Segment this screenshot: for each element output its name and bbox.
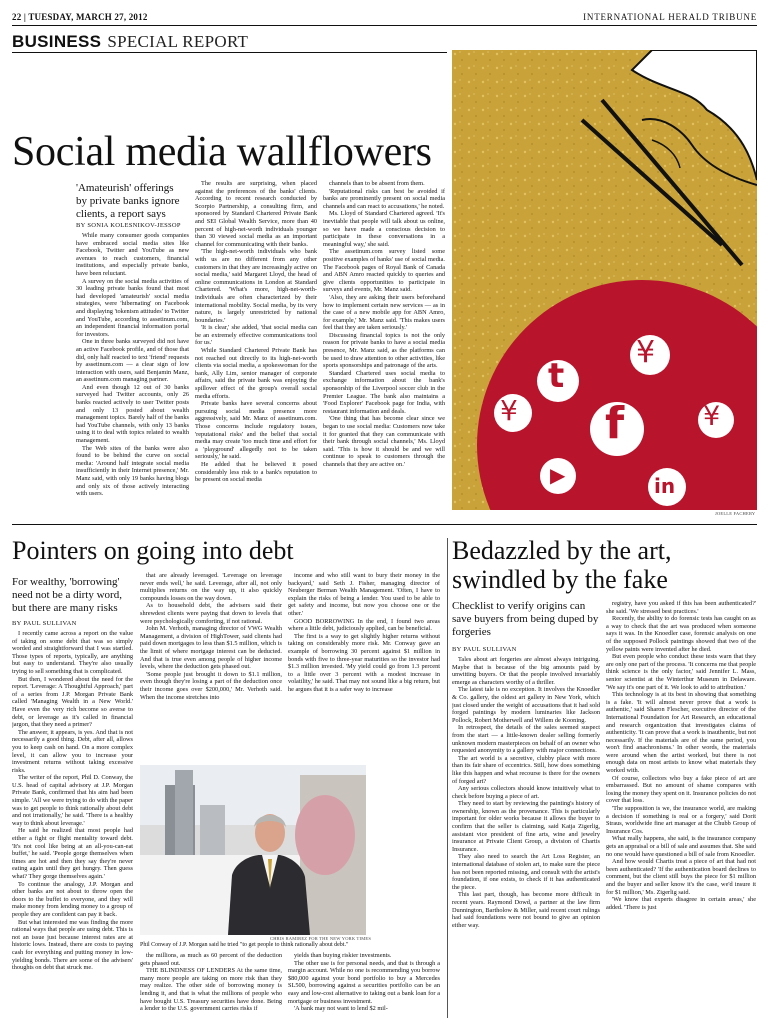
body-paragraph: 'The supposition is we, the insurance world, are making a decision if something is real or a forgery,' said Dorit Straus, worldwide fine art manager at the Chubb Group of Insurance Cos. [606, 805, 756, 835]
illustration [452, 50, 757, 510]
body-paragraph: 'It is clear,' she added, 'that social media can be an extremely effective communications tool for us.' [195, 324, 317, 347]
body-paragraph: The writer of the report, Phil D. Conway, the U.S. head of capital advisory at J.P. Morgan Private Bank, confirmed that his aim had been simple. 'All we were trying to do with the paper was to get people to think rationally about debt and not irrationally,' he said. 'There is a healthy way to think about leverage.' [12, 774, 133, 827]
masthead: INTERNATIONAL HERALD TRIBUNE [583, 12, 757, 22]
body-paragraph: Of course, collectors who buy a fake piece of art are embarrassed. But no amount of shame compares with losing the money they spent on it. Insurance policies do not cover that loss. [606, 774, 756, 805]
story2-byline: BY PAUL SULLIVAN [12, 620, 77, 627]
story1-deck: 'Amateurish' offerings by private banks ignore clients, a report says [76, 182, 180, 220]
body-paragraph: He added that he believed it posed considerably less risk to a bank's reputation to be present on social media [195, 460, 317, 484]
body-paragraph: 'One thing that has become clear since we began to use social media: Customers now take it for granted that they can communicate with their bank through social channels,' Ms. Lloyd said. 'This is how it should be and we will continue to speak to customers through the channels that they are active on.' [323, 415, 445, 468]
story2-col2 [140, 572, 282, 760]
body-paragraph: 'We know that experts disagree in certain areas,' she added. 'There is just [606, 896, 756, 911]
story2-col1 [12, 630, 133, 1022]
body-paragraph: Any serious collectors should know intuitively what to check before buying a piece of art. [452, 785, 600, 800]
section-name: BUSINESS [12, 32, 102, 51]
story2-headline: Pointers on going into debt [12, 536, 294, 565]
body-paragraph: This technology is at its best in showing that something is a fake. 'It will almost never prove that a work is authentic,' said Sharon Flescher, executive director of the International Foundation for Art Research, an educational and research organization that investigates claims of authenticity. 'It can prove that a work is inauthentic, but not necessarily. If the materials are of the same period, you won't find anachronisms.' In other words, the materials were around when the artist worked, but there is not enough data on most artists to know what materials they worked with. [606, 691, 756, 775]
body-paragraph: registry, have you asked if this has been authenticated?' she said. 'We stressed best practices.' [606, 600, 756, 615]
body-paragraph: 'Reputational risks can best be avoided if banks are prominently present on social media channels and can react to accusations,' he noted. [323, 187, 445, 210]
body-paragraph: He said he realized that most people had either a fight or flight mentality toward debt. 'It's not cool like being at an all-you-can-eat buffet,' he said. 'People gorge themselves when times are hot and then they say they're never eating again until they get hungry. Then guess what? They gorge themselves again.' [12, 827, 133, 880]
body-paragraph: The latest tale is no exception. It involves the Knoedler & Co. gallery, the oldest art gallery in New York, which just closed under the weight of accusations that it had sold forged paintings by modern luminaries like Jackson Pollock, Robert Motherwell and Willem de Kooning. [452, 686, 600, 724]
body-paragraph: What really happens, she said, is the insurance company gets an appraisal or a bill of sale and assumes that. She said no one would have questioned a bill of sale from Knoedler. [606, 835, 756, 858]
body-paragraph: yields than buying riskier investments. [294, 952, 392, 959]
body-paragraph: The results are surprising, when placed against the preferences of the banks' clients. According to recent research conducted by Scorpio Partnership, a consulting firm, and sponsored by Standard Chartered Private Bank and SEI Global Wealth Service, more than 40 percent of high-net-worth individuals younger than 30 viewed social media as an important channel for communicating with their banks. [195, 180, 317, 248]
body-paragraph: John M. Verhoth, managing director of VWG Wealth Management, a division of HighTower, said clients had paid down mortgages to less than $1.5 million, which is the limit of where mortgage interest can be deducted. And that is true even among people of higher income levels, where the deduction gets phased out. [140, 625, 282, 671]
body-paragraph: They need to start by reviewing the painting's history of ownership, known as the provenance. This is particularly important for older works because it allows the buyer to confirm that the seller is claiming, said Katja Zigerlig, assistant vice president of fine arts, wine and jewelry insurance at Private Client Group, a division of Chartis Insurance. [452, 800, 600, 853]
body-paragraph: But then, I wondered about the need for the report. 'Leverage: A Thoughtful Approach,' part of a series from J.P. Morgan Private Bank called 'Managing Wealth in a New World.' Have even the very rich become so averse to debt, or leverage as it's called in financial jargon, that they need a primer? [12, 675, 133, 729]
yen-icon: ¥ [500, 394, 518, 427]
body-paragraph: A survey on the social media activities of 30 leading private banks found that most had developed 'amateurish' social media strategies, were 'hibernating' on Facebook and displaying 'tokenism attitudes' to Twitter and YouTube, according to assetinum.com, an independent financial information portal for investors. [76, 277, 189, 338]
story2-col2b [140, 952, 282, 1022]
body-paragraph: While many consumer goods companies have embraced social media sites like Facebook, Twitter and YouTube as new avenues to reach customers, financial institutions, and especially private banks, have been reluctant. [76, 232, 189, 277]
body-paragraph: The art world is a secretive, clubby place with more than its fair share of eccentrics. Still, how does something like this happen and what recourse is there for the owners of forged art? [452, 754, 600, 785]
body-paragraph: THE BLINDNESS OF LENDERS At the same time, many more people are taking on more risk than they may realize. The other side of borrowing money is lending it, and that is what the millions of people who have bought U.S. Treasury securities have done. Being a lender to the U.S. government carries risks if [140, 967, 282, 1013]
body-paragraph: As to household debt, the advisers said their shrewdest clients were paying that down to levels that were psychologically comforting, if not rational. [140, 602, 282, 625]
body-paragraph: Standard Chartered uses social media to exchange information about the bank's sponsorship of the Liverpool soccer club in the Premier League. The bank also maintains a 'Food Explorer' Facebook page for India, with restaurant information and deals. [323, 369, 445, 415]
body-paragraph: Tales about art forgeries are almost always intriguing. Maybe that is because of the big amounts paid by unwitting buyers. Or that the people involved invariably emerge as characters worthy of a thriller. [452, 656, 600, 686]
body-paragraph: Ms. Lloyd of Standard Chartered agreed. 'It's inevitable that people will talk about us online, so we have made a conscious decision to participate in these conversations in a meaningful way,' she said. [323, 210, 445, 248]
story1-byline: BY SONIA KOLESNIKOV-JESSOP [76, 222, 181, 229]
story3-deck: Checklist to verify origins can save buyers from being duped by forgeries [452, 600, 599, 638]
yen-icon: ¥ [703, 401, 721, 432]
body-paragraph: The answer, it appears, is yes. And that is not necessarily a good thing. Debt, after all, allows you to keep cash on hand. On a more complex level, it can allow you to increase your investment returns without taking excessive risks. [12, 728, 133, 774]
story1-col1 [76, 232, 189, 516]
section-rule [12, 52, 447, 53]
body-paragraph: Discussing financial topics is not the only reason for private banks to have a social media presence, Mr. Manz said, as the platforms can be used to draw attention to other activities, like sports sponsorships and patronage of the arts. [323, 331, 445, 370]
body-paragraph: But what interested me was finding the more rational ways that people are using debt. This is not an issue just because interest rates are at historic lows. Instead, there are costs to paying cash for everything and putting money in low-yielding bonds. There are some of the advisers' thoughts on debt that struck me. [12, 918, 133, 972]
body-paragraph: channels than to be absent from them. [329, 180, 425, 187]
body-paragraph: To continue the analogy, J.P. Morgan and other banks are not about to throw open the doors to the buffet to everyone, and they will make money from lending money to a group of people they are confident can pay it back. [12, 880, 133, 918]
body-paragraph: In retrospect, the details of the sales seemed suspect from the start — a little-known dealer selling formerly unknown modern masterpieces on behalf of an owner who requested anonymity to a gallery with major connections. [452, 724, 600, 755]
yen-icon: ¥ [636, 335, 656, 370]
story1-col2 [195, 180, 317, 516]
body-paragraph: But even people who conduct these tests warn that they are only one part of the process. 'It concerns me that people think science is the only factor,' said Jennifer L. Mass, senior scientist at the Winterthur Museum in Delaware. 'We say it's one part of it. We look to add to attribution.' [606, 653, 756, 691]
body-paragraph: Recently, the ability to do forensic tests has caught on as a way to check that the art was produced when someone says it was. In the Knoedler case, forensic analysis on one of the supposed Pollock paintings showed that two of the yellow paints were invented after he died. [606, 615, 756, 653]
page-header [12, 12, 757, 24]
body-paragraph: The Web sites of the banks were also found to be behind the curve on social media: 'Around half integrate social media insufficiently in their Internet presence,' Mr. Manz said, with only 19 banks having blogs and only six of those actively interacting with users. [76, 444, 189, 498]
body-paragraph: One in three banks surveyed did not have an active Facebook profile, and of those that did, only half reacted to text 'friend' requests by assetinum.com — a clear sign of low interaction with users, said Benjamin Manz, an assetinum.com managing partner. [76, 338, 189, 384]
body-paragraph: GOOD BORROWING In the end, I found two areas where a little debt, judiciously applied, can be beneficial. [288, 617, 440, 633]
body-paragraph: Private banks have several concerns about pursuing social media presence more aggressively, said Mr. Manz of assetinum.com. Those concerns include regulatory issues, 'reputational risks' and the belief that social media may create 'too much time and effort for a 'playground' allegedly not to be taken seriously,' he said. [195, 400, 317, 461]
illustration-credit: JOELLE FACHERY [715, 511, 756, 516]
twitter-icon: t [548, 356, 565, 396]
linkedin-icon: in [654, 474, 676, 498]
body-paragraph: that are already leveraged. 'Leverage on leverage never ends well,' he said. Leverage, after all, not only multiplies returns on the way up, it also quickly compounds losses on the way down. [140, 572, 282, 602]
body-paragraph: While Standard Chartered Private Bank has not reached out directly to its high-net-worth clients via social media, a spokeswoman for the bank, Ally Lim, senior manager of corporate affairs, said the private bank was enjoying the spillover effect of the group's overall social media efforts. [195, 347, 317, 400]
photo-caption: Phil Conway of J.P. Morgan said he tried "to get people to think rationally about debt." [140, 942, 349, 948]
photo-art [140, 765, 366, 935]
body-paragraph: And how would Chartis treat a piece of art that had not been authenticated? 'If the authentication board declines to comment, but the client still buys the piece for $1 million and the buyer and seller know it's the case, we'd insure it for $1 million,' Ms. Zigerlig said. [606, 858, 756, 896]
body-paragraph: income and who still want to bury their money in the backyard,' said Seth J. Fisher, managing director of Neuberger Berman Wealth Management. 'Often, I have to explain the risks of being a lender. You used to be able to get safety and income, but now you choose one or the other.' [288, 572, 440, 617]
photo-credit: CHRIS RAMIREZ FOR THE NEW YORK TIMES [270, 936, 372, 941]
body-paragraph: 'Some people just brought it down to $1.1 million, even though they're losing a part of the deduction once their income goes over $200,000,' Mr. Verhoth said. When the income stretches into [140, 670, 282, 701]
body-paragraph: They also need to search the Art Loss Register, an international database of stolen art, to make sure the piece has not been reported missing, and consult with the artist's foundation, if one exists, to check if it has authenticated the piece. [452, 853, 600, 891]
section-sub: SPECIAL REPORT [107, 32, 249, 51]
body-paragraph: I recently came across a report on the value of taking on some debt that was so simply worded and straightforward that I was startled. Those types of reports, typically, are anything but easy to understand. They're also usually trying to sell something that is complicated. [12, 630, 133, 675]
story1-headline: Social media wallflowers [12, 129, 432, 175]
story3-col2 [606, 600, 756, 1022]
story3-byline: BY PAUL SULLIVAN [452, 646, 517, 653]
story-divider [12, 524, 757, 525]
body-paragraph: 'Also, they are asking their users beforehand how to implement certain new services — as in the case of a new mobile app for ABN Amro, for example,' Mr. Manz said. 'This makes users feel that they are taken seriously.' [323, 293, 445, 332]
column-divider [447, 538, 448, 1018]
story3-headline: Bedazzled by the art, swindled by the fake [452, 536, 672, 594]
section-label [12, 31, 248, 53]
body-paragraph: the millions, as much as 60 percent of the deduction gets phased out. [140, 952, 282, 967]
body-paragraph: The other use is for personal needs, and that is through a margin account. While no one is recommending you borrow $80,000 against your bond portfolio to buy a Mercedes SL500, borrowing against a securities portfolio can be an easy and low-cost alternative to taking out a bank loan for a mortgage or business investment. [288, 959, 440, 1005]
story3-col1 [452, 656, 600, 1022]
body-paragraph: 'A bank may not want to lend $2 mil- [294, 1005, 388, 1013]
body-paragraph: The first is a way to get slightly higher returns without taking on considerably more risk. Mr. Conway gave an example of borrowing 30 percent against $1 million in bonds with five to three-year maturities so the investor had $1.3 million invested. 'My yield could go from 1.3 percent to a little over 3 percent with a modest increase in volatility,' he said. That may not sound like a big return, but he argues that it is a safer way to increase [288, 632, 440, 693]
story2-deck: For wealthy, 'borrowing' need not be a dirty word, but there are many risks [12, 576, 122, 614]
photo-phil-conway [140, 765, 366, 935]
facebook-icon: f [605, 398, 625, 449]
story1-col3 [323, 180, 445, 516]
page-date: 22 | TUESDAY, MARCH 27, 2012 [12, 12, 148, 22]
body-paragraph: And even though 12 out of 30 banks surveyed had Twitter accounts, only 26 banks reacted actively to user Twitter posts and only 13 posted about wealth management topics. Barely half of the banks had YouTube channels, with only 13 banks using it to deal with topics related to wealth management. [76, 383, 189, 445]
body-paragraph: The assetinum.com survey listed some positive examples of banks' use of social media. The Facebook pages of Royal Bank of Canada and ABN Amro reacted quickly to queries and give clients opportunities to participate in surveys and events, Mr. Manz said. [323, 248, 445, 294]
body-paragraph: This last part, though, has become more difficult in recent years. Raymond Dowd, a partner at the law firm Dunnington, Bartholow & Miller, said recent court rulings had said foundations were not bound to give an opinion either way. [452, 891, 600, 929]
youtube-icon: ▶ [550, 463, 566, 487]
header-rule [12, 25, 757, 26]
story2-col3b [288, 952, 440, 1022]
body-paragraph: 'The high-net-worth individuals who bank with us are no different from any other customers in that they are increasingly active on social media,' said Margaret Lloyd, the head of online communications in London at Standard Chartered. 'What's more, high-net-worth-individuals are often characterized by their international mobility. Social media, by its very nature, is largely unrestricted by national boundaries.' [195, 248, 317, 324]
story2-col3 [288, 572, 440, 760]
